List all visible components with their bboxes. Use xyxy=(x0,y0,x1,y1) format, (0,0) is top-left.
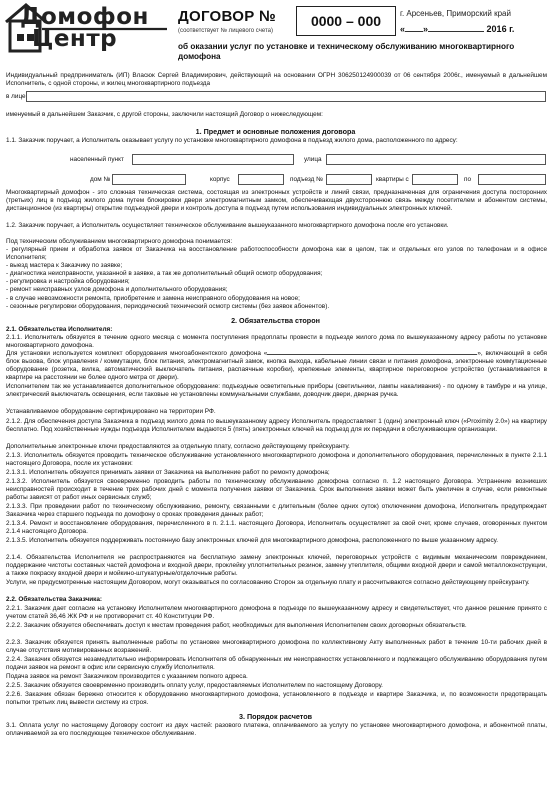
intro-paragraph: Индивидуальный предприниматель (ИП) Власюк Сергей Владимирович, действующий на основании ОГРН 306250124900039 от 06 сентября 2006г., именуемый в дальнейшем Исполнитель, с одной стороны, и жилец многоквартирного подъезда xyxy=(6,72,547,88)
contract-subtitle: об оказании услуг по установке и техническому обслуживанию многоквартирного домофона xyxy=(178,42,515,61)
p-2-1-2: 2.1.2. Для обеспечения доступа Заказчика в подъезд жилого дома по вышеуказанному адресу Исполнитель предоставляет 1 (один) электронный ключ («Proximity 2.0») на квартиру бесплатно. Под хозяйственные нужды подъезда Исполнителем выдаются 5 (пять) электронных ключей на подъезд для их передачи в обслуживающие организации. xyxy=(6,418,547,434)
p-2-1-1-certified: Устанавливаемое оборудование сертифицировано на территории РФ. xyxy=(6,408,216,415)
contract-city: г. Арсеньев, Приморский край xyxy=(400,9,511,18)
p-2-1-4-extra: Услуги, не предусмотренные настоящим Договором, могут оказываться по согласованию Сторон за отдельную плату и рассчитываются согласно действующему прейскуранту. xyxy=(6,579,530,586)
entrance-field[interactable] xyxy=(326,174,372,185)
customer-paragraph: именуемый в дальнейшем Заказчик, с другой стороны, заключили настоящий Договор о нижеследующем: xyxy=(6,111,323,118)
list-item: - регулировка и настройка оборудования; xyxy=(6,278,130,286)
contract-title: ДОГОВОР № xyxy=(178,8,277,25)
street-label: улица xyxy=(304,156,322,163)
equipment-text-start: Для установки используется комплект оборудования многоабонентского домофона « xyxy=(6,350,268,357)
p-2-2-5: 2.2.5. Заказчик обязуется своевременно производить оплату услуг, предоставляемых Исполнителем по настоящему Договору. xyxy=(6,682,383,689)
contract-date xyxy=(400,24,514,34)
p-2-2-6: 2.2.6. Заказчик обязан бережно относится к оборудованию многоквартирного домофона, установленного в подъезде и квартире Заказчика, и, по возможности предотвращать попытки третьих лиц вывести систему из строя. xyxy=(6,691,547,707)
house-label: дом № xyxy=(90,176,111,183)
p-2-1-1-additional: Исполнителем так же устанавливается дополнительное оборудование: подъездные осветительные приборы (светильники, лампы накаливания) - по одному в тамбуре и на улице, электрический выключатель освещения, если таковые не установлены коммунальными службами, доводчик двери, дверная ручка. xyxy=(6,383,547,399)
p-2-1-3-2: 2.1.3.2. Исполнитель обязуется своевременно проводить работы по техническому обслуживанию домофона согласно п. 1.2 настоящего Договора. Устранение возникших неисправностей происходит в течение трех рабочих дней с момента получения заявки от Заказчика. Срок выполнения заявки может быть увеличен в случае, если ремонтные работы зависят от работ иных сервисных служб; xyxy=(6,478,547,502)
date-year: 2016 г. xyxy=(486,24,515,34)
list-item: - диагностика неисправности, указанной в заявке, а так же дополнительный общий осмотр оборудования; xyxy=(6,270,323,278)
p-2-1-1: 2.1.1. Исполнитель обязуется в течение одного месяца с момента поступления предоплаты провести в подъезде жилого дома по вышеуказанному адресу работы по установке многоквартирного домофона. xyxy=(6,334,547,350)
p-2-2-3: 2.2.3. Заказчик обязуется принять выполненные работы по установке многоквартирного домофона по коллективному Акту выполненных работ в течение 10-ти рабочих дней в случае отсутствия мотивированных возражений. xyxy=(6,639,547,655)
contract-number-box: 0000 – 000 xyxy=(296,6,396,36)
logo-line-1: Домофон xyxy=(20,4,149,30)
entrance-label: подъезд № xyxy=(290,176,324,183)
p-2-1-2-extra: Дополнительные электронные ключи предоставляются за отдельную плату, согласно действующему прейскуранту. xyxy=(6,443,350,450)
p-2-1-3: 2.1.3. Исполнитель обязуется проводить техническое обслуживание установленного многоквартирного домофона и дополнительного оборудования, перечисленных в пункте 2.1.1 настоящего Договора, после их установки: xyxy=(6,452,547,468)
section-2-sub2: 2.2. Обязательства Заказчика: xyxy=(6,596,103,603)
list-item: - регулярный прием и обработка заявок от Заказчика на восстановление работоспособности домофона как в целом, так и отдельных его узлов по телефонам и в офисе Исполнителя; xyxy=(6,246,547,262)
list-item: - выезд мастера к Заказчику по заявке; xyxy=(6,262,123,270)
flats-to-label: по xyxy=(464,176,472,183)
date-open-quote: « xyxy=(400,24,406,34)
in-person-label: в лице xyxy=(6,93,26,100)
logo-line-2: Центр xyxy=(32,26,118,52)
house-field[interactable] xyxy=(112,174,186,185)
section-1-p4: Под техническим обслуживанием многоквартирного домофона понимается: xyxy=(6,238,233,245)
section-3-title: 3. Порядок расчетов xyxy=(238,712,313,721)
section-1-title: 1. Предмет и основные положения договора xyxy=(195,127,356,136)
street-field[interactable] xyxy=(326,154,546,165)
p-2-1-3-1: 2.1.3.1. Исполнитель обязуется принимать заявки от Заказчика на выполнение работ по ремонту домофона; xyxy=(6,469,330,476)
p-2-1-3-5: 2.1.3.5. Исполнитель обязуется поддерживать постоянную базу электронных ключей для многоквартирного домофона, расположенного по выше указанному адресу. xyxy=(6,537,499,544)
section-1-p2: Многоквартирный домофон - это сложная техническая система, состоящая из электронных устройств и линий связи, предназначенная для ограничения доступа посторонних (третьих) лиц в подъезд жилого дома путем блокировки двери электромагнитным замком, обеспечивающая двухстороннюю связь между посетителем и абонентом системы, дистанционное (из квартиры) открытие подъездной двери и контроль доступа в подъезд путем использования индивидуальных электронных ключей. xyxy=(6,189,547,213)
equipment-text-end: », включающий в себя блок вызова, блок управления / коммутации, блок питания, электромагнитный замок, кнопка выхода, кабельные линии связи и питания домофона, электронные коммутационные оборудование (розетка, вилка, автоматический выключатель питания, распаячные коробки), крепежные элементы, квартирное переговорное устройство (устанавливается в квартире на расстоянии не более одного метра от двери). xyxy=(6,350,547,382)
customer-name-field[interactable] xyxy=(26,91,546,102)
date-close-quote: » xyxy=(423,24,429,34)
p-2-1-3-3: 2.1.3.3. При проведении работ по техническому обслуживанию, ремонту, связанными с длительным (более одних суток) отключением домофона, Исполнитель предупреждает Заказчика через старшего подъезда по домофону о сроках проведения данных работ; xyxy=(6,503,547,519)
list-item: - в случае невозможности ремонта, приобретение и замена неисправного оборудования на новое; xyxy=(6,294,300,302)
p-2-2-4: 2.2.4. Заказчик обязуется незамедлительно информировать Исполнителя об обнаруженных им неисправностях установленного и подлежащего обслуживанию оборудования путем подачи заявок на ремонт в офис или сервисную службу Исполнителя. xyxy=(6,656,547,672)
p-2-1-1-equipment xyxy=(6,350,547,382)
equipment-model-field[interactable] xyxy=(267,354,477,355)
list-item: - ремонт неисправных узлов домофона и дополнительного оборудования; xyxy=(6,286,228,294)
section-1-p1: 1.1. Заказчик поручает, а Исполнитель оказывает услугу по установке многоквартирного домофона в подъезд жилого дома, расположенного по адресу: xyxy=(6,137,458,144)
settlement-field[interactable] xyxy=(132,154,294,165)
contract-number-caption: (соответствует № лицевого счета) xyxy=(178,28,273,34)
building-field[interactable] xyxy=(238,174,284,185)
p-2-2-4-extra: Подача заявок на ремонт Заказчиком производится с указанием полного адреса. xyxy=(6,673,248,680)
domofon-center-logo xyxy=(2,2,172,54)
building-label: корпус xyxy=(210,176,230,183)
section-2-title: 2. Обязательства сторон xyxy=(231,316,320,325)
p-2-2-1: 2.2.1. Заказчик дает согласие на установку Исполнителем многоквартирного домофона в подъезде по вышеуказанному адресу и свидетельствует, что данное решение принято с учетом статей 36,46 ЖК РФ и не противоречит ст. 40 Конституции РФ. xyxy=(6,605,547,621)
service-list xyxy=(6,246,547,311)
section-2-sub1: 2.1. Обязательства Исполнителя: xyxy=(6,326,113,333)
flats-to-field[interactable] xyxy=(478,174,546,185)
section-1-p3: 1.2. Заказчик поручает, а Исполнитель осуществляет техническое обслуживание вышеуказанного многоквартирного домофона после его установки. xyxy=(6,222,449,229)
list-item: - сезонные регулировки оборудования, периодический технический осмотр системы (без заявок абонентов). xyxy=(6,302,330,310)
p-2-2-2: 2.2.2. Заказчик обязуется обеспечивать доступ к местам проведения работ, необходимых для выполнения Исполнителем своих договорных обязательств. xyxy=(6,622,467,629)
p-3-1: 3.1. Оплата услуг по настоящему Договору состоит из двух частей: разового платежа, оплачиваемого за услугу по установке многоквартирного домофона, и абонентной платы, оплачиваемой за его последующее техническое обслуживание. xyxy=(6,722,547,738)
flats-from-field[interactable] xyxy=(412,174,458,185)
flats-label: квартиры с xyxy=(376,176,409,183)
settlement-label: населенный пункт xyxy=(70,156,124,163)
p-2-1-3-4: 2.1.3.4. Ремонт и восстановление оборудования, перечисленного в п. 2.1.1. настоящего Договора, Исполнитель осуществляет за свой счет, кроме случаев, оговоренных пунктом 2.1.4 настоящего Договора. xyxy=(6,520,547,536)
p-2-1-4: 2.1.4. Обязательства Исполнителя не распространяются на бесплатную замену электронных ключей, переговорных устройств с видимым механическим повреждением, поддержание чистоты составных частей домофона и входной двери, проклейку уплотнительных резинок, замену утеплителя, общими входной двери и самой металлоконструкции, а также покраску входной двери и мойкино-штукатурные/отделочные работы. xyxy=(6,554,547,578)
